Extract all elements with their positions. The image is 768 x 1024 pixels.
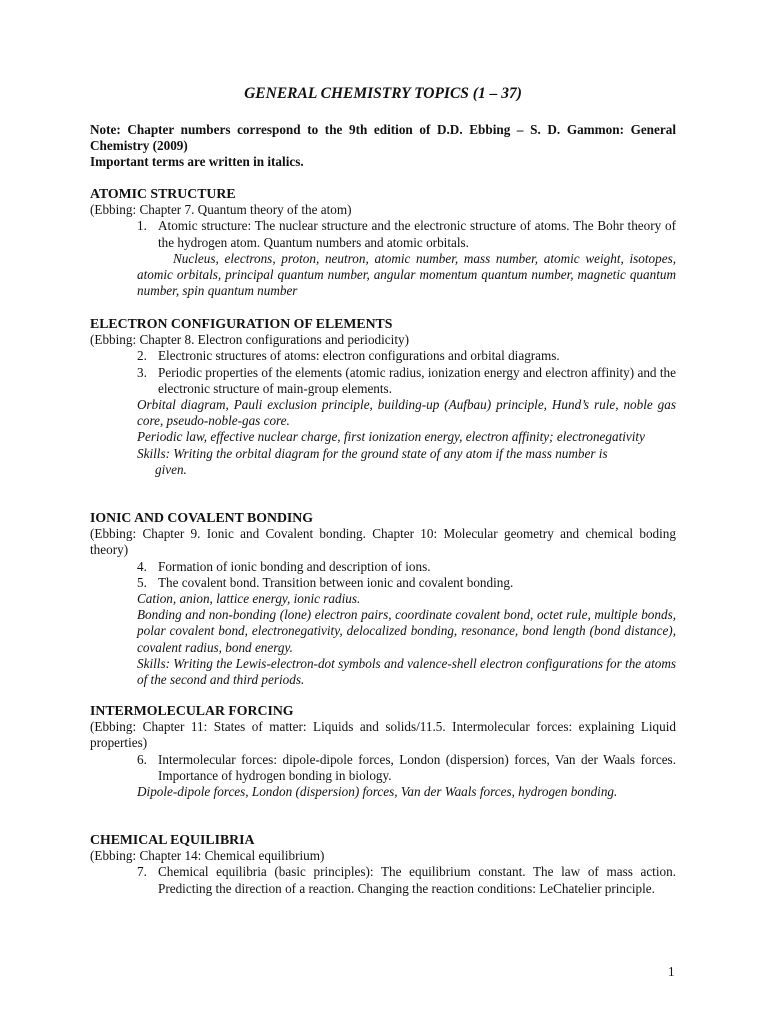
section-title: ATOMIC STRUCTURE	[90, 186, 236, 201]
topic-item	[90, 559, 676, 575]
section-reference: (Ebbing: Chapter 11: States of matter: Liquids and solids/11.5. Intermolecular forces: explaining Liquid properties)	[90, 719, 676, 751]
section-title: ELECTRON CONFIGURATION OF ELEMENTS	[90, 316, 393, 331]
skills-text: given.	[155, 461, 187, 477]
topic-text: Periodic properties of the elements (atomic radius, ionization energy and electron affinity) and the electronic structure of main-group elements.	[158, 364, 676, 396]
note-block	[90, 122, 676, 171]
topic-item	[90, 218, 676, 250]
topic-item	[90, 752, 676, 784]
page-number: 1	[668, 964, 675, 979]
section-title: INTERMOLECULAR FORCING	[90, 703, 294, 718]
topic-number: 6.	[137, 751, 147, 767]
topic-number: 7.	[137, 864, 147, 880]
section-reference: (Ebbing: Chapter 7. Quantum theory of the atom)	[90, 202, 352, 218]
topic-number: 2.	[137, 348, 147, 364]
topic-number: 4.	[137, 558, 147, 574]
section-electron-configuration	[90, 316, 676, 478]
section-title: IONIC AND COVALENT BONDING	[90, 510, 313, 525]
topic-item	[90, 365, 676, 397]
skills-note	[90, 446, 676, 478]
key-terms: Cation, anion, lattice energy, ionic radius.	[137, 591, 361, 607]
key-terms: Dipole-dipole forces, London (dispersion) forces, Van der Waals forces, hydrogen bonding.	[137, 784, 618, 800]
section-intermolecular-forcing	[90, 703, 676, 800]
topic-text: Electronic structures of atoms: electron configurations and orbital diagrams.	[158, 348, 560, 364]
topic-number: 3.	[137, 364, 147, 380]
key-terms: Orbital diagram, Pauli exclusion principle, building-up (Aufbau) principle, Hund’s rule, noble gas core, pseudo-noble-gas core.	[137, 397, 676, 429]
section-atomic-structure	[90, 186, 676, 299]
topic-text: The covalent bond. Transition between ionic and covalent bonding.	[158, 574, 514, 590]
section-reference: (Ebbing: Chapter 9. Ionic and Covalent bonding. Chapter 10: Molecular geometry and chemical boding theory)	[90, 526, 676, 558]
skills-text: Skills: Writing the orbital diagram for the ground state of any atom if the mass number is	[137, 445, 608, 461]
topic-text: Atomic structure: The nuclear structure and the electronic structure of atoms. The Bohr theory of the hydrogen atom. Quantum numbers and atomic orbitals.	[158, 218, 676, 250]
note-line: Note: Chapter numbers correspond to the 9th edition of D.D. Ebbing – S. D. Gammon: General Chemistry (2009)	[90, 122, 676, 154]
section-chemical-equilibria	[90, 832, 676, 897]
key-terms: Bonding and non-bonding (lone) electron pairs, coordinate covalent bond, octet rule, multiple bonds, polar covalent bond, electronegativity, delocalized bonding, resonance, bond length (bond distance), covalent radius, bond energy.	[137, 607, 676, 655]
topic-item	[90, 575, 676, 591]
topic-item	[90, 864, 676, 896]
topic-number: 1.	[137, 218, 147, 234]
topic-item	[90, 348, 676, 364]
note-line: Important terms are written in italics.	[90, 154, 304, 170]
section-title: CHEMICAL EQUILIBRIA	[90, 832, 255, 847]
topic-text: Formation of ionic bonding and description of ions.	[158, 558, 431, 574]
section-ionic-covalent-bonding	[90, 510, 676, 688]
page-title: GENERAL CHEMISTRY TOPICS (1 – 37)	[244, 85, 522, 102]
topic-number: 5.	[137, 574, 147, 590]
topic-text: Intermolecular forces: dipole-dipole forces, London (dispersion) forces, Van der Waals forces. Importance of hydrogen bonding in biology.	[158, 751, 676, 783]
key-terms: Periodic law, effective nuclear charge, first ionization energy, electron affinity; electronegativity	[137, 429, 645, 445]
section-reference: (Ebbing: Chapter 14: Chemical equilibrium)	[90, 848, 325, 864]
skills-note: Skills: Writing the Lewis-electron-dot symbols and valence-shell electron configurations for the atoms of the second and third periods.	[137, 655, 676, 688]
section-reference: (Ebbing: Chapter 8. Electron configurations and periodicity)	[90, 332, 409, 348]
topic-text: Chemical equilibria (basic principles): The equilibrium constant. The law of mass action. Predicting the direction of a reaction. Changing the reaction conditions: LeChatelier principle.	[158, 864, 676, 896]
key-terms: Nucleus, electrons, proton, neutron, atomic number, mass number, atomic weight, isotopes, atomic orbitals, principal quantum number, angular momentum quantum number, magnetic quantum number, spin quantum number	[137, 250, 676, 299]
